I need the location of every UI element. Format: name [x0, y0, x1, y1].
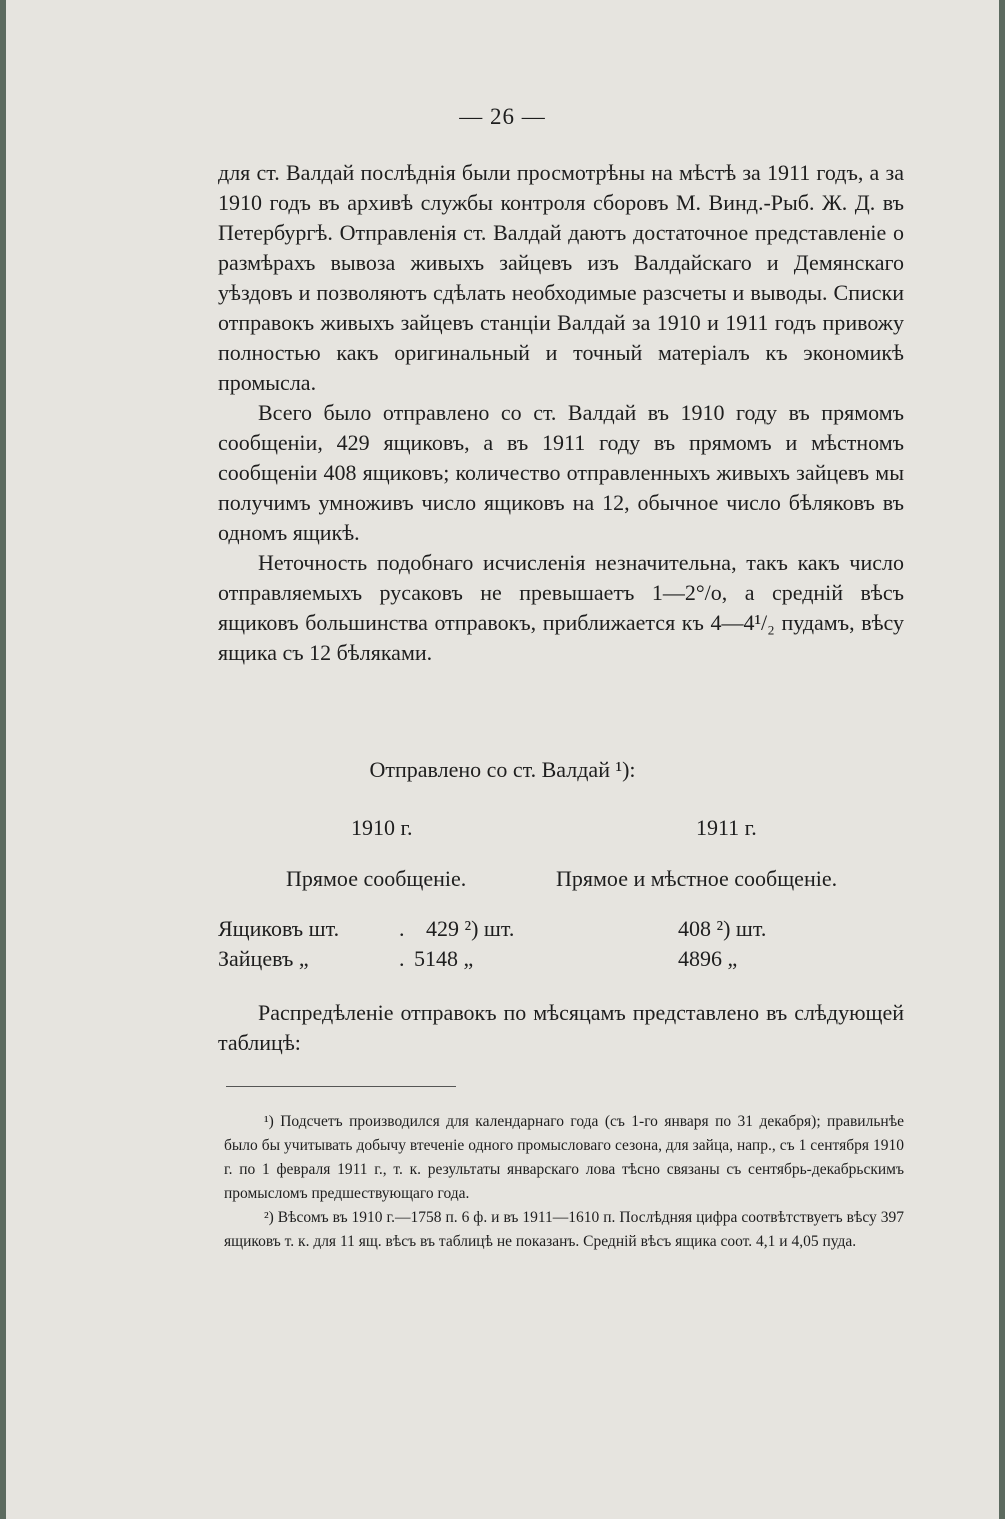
row-label-boxes: Ящиковъ шт.	[218, 916, 340, 941]
book-page	[6, 0, 999, 1519]
footnotes	[224, 1110, 904, 1254]
table-heading: Отправлено со ст. Валдай ¹):	[369, 757, 636, 782]
cell-boxes-1911: 408 ²) шт.	[678, 916, 767, 941]
footnote-2: ²) Вѣсомъ въ 1910 г.—1758 п. 6 ф. и въ 1911—1610 п. Послѣдняя цифра соотвѣтствуетъ вѣсу 397 ящиковъ т. к. для 11 ящ. вѣсъ въ таблицѣ не показанъ. Средній вѣсъ ящика соот. 4,1 и 4,05 пуда.	[224, 1209, 904, 1250]
cell-boxes-1910: 429 ²) шт.	[426, 916, 515, 941]
page-number: — 26 —	[459, 104, 546, 129]
paragraph-3: Неточность подобнаго исчисленія незначительна, такъ какъ число отправляемыхъ русаковъ не превышаетъ 1—2°/о, а средній вѣсъ ящиковъ большинства отправокъ, приближается къ 4—4¹/₂ пудамъ, вѣсу ящика съ 12 бѣляками.	[218, 550, 904, 665]
footnote-rule	[226, 1086, 456, 1087]
closing-paragraph: Распредѣленіе отправокъ по мѣсяцамъ представлено въ слѣдующей таблицѣ:	[218, 1000, 904, 1055]
paragraph-2: Всего было отправлено со ст. Валдай въ 1910 году въ прямомъ сообщеніи, 429 ящиковъ, а въ 1911 году въ прямомъ и мѣстномъ сообщеніи 408 ящиковъ; количество отправленныхъ живыхъ зайцевъ мы получимъ умноживъ число ящиковъ на 12, обычное число бѣляковъ въ одномъ ящикѣ.	[218, 400, 904, 545]
year-1911: 1911 г.	[696, 815, 757, 840]
paragraph-1: для ст. Валдай послѣднія были просмотрѣны на мѣстѣ за 1911 годъ, а за 1910 годъ въ архивѣ службы контроля сборовъ М. Винд.-Рыб. Ж. Д. въ Петербургѣ. Отправленія ст. Валдай даютъ достаточное представленіе о размѣрахъ вывоза живыхъ зайцевъ изъ Валдайскаго и Демянскаго уѣздовъ и позволяютъ сдѣлать необходимые разсчеты и выводы. Списки отправокъ живыхъ зайцевъ станціи Валдай за 1910 и 1911 годъ привожу полностью какъ оригинальный и точный матеріалъ къ экономикѣ промысла.	[218, 160, 904, 395]
row-dots-boxes: .	[399, 916, 405, 941]
row-dots-hares: .	[399, 946, 405, 971]
cell-hares-1910: 5148 „	[414, 946, 474, 971]
year-1910: 1910 г.	[351, 815, 413, 840]
row-label-hares: Зайцевъ „	[218, 946, 309, 971]
main-text	[218, 158, 904, 668]
type-1910: Прямое сообщеніе.	[286, 866, 467, 891]
closing-text	[218, 998, 904, 1058]
type-1911: Прямое и мѣстное сообщеніе.	[556, 866, 838, 891]
cell-hares-1911: 4896 „	[678, 946, 738, 971]
footnote-1: ¹) Подсчетъ производился для календарнаго года (съ 1-го января по 31 декабря); правильнѣе было бы учитывать добычу втеченіе одного промысловаго сезона, для зайца, напр., съ 1 сентября 1910 г. по 1 февраля 1911 г., т. к. результаты январскаго лова тѣсно связаны съ сентябрь-декабрьскимъ промысломъ предшествующаго года.	[224, 1113, 904, 1202]
